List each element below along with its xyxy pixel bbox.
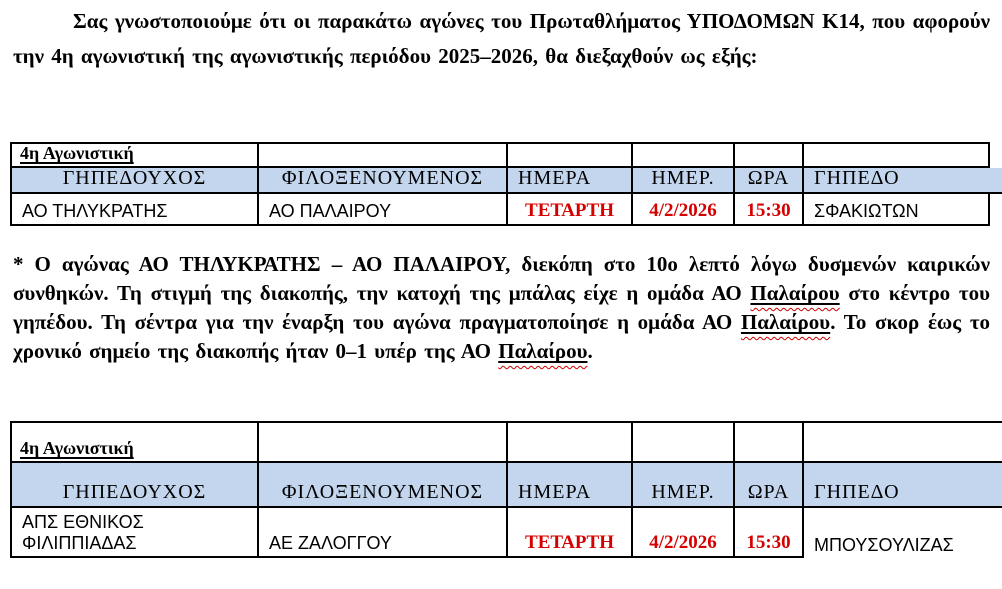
header-venue-cell [804,463,1002,508]
empty-cell [735,421,804,463]
header-day-cell [508,463,633,508]
column-header-label: ΗΜΕΡΑ [518,481,592,503]
header-date-cell [633,463,735,508]
fixtures-table-round-4-b [10,421,1002,558]
header-time-cell [735,168,804,194]
home-team-cell [12,508,259,558]
column-header-label: ΓΗΠΕΔΟ [814,481,900,503]
column-header-label: ΗΜΕΡ. [651,168,715,189]
home-team-cell-value: ΑΠΣ ΕΘΝΙΚΟΣ ΦΙΛΙΠΠΙΑΔΑΣ [22,512,144,553]
date-cell-value: 4/2/2026 [649,200,717,221]
date-cell-value: 4/2/2026 [649,532,717,553]
column-header-label: ΓΗΠΕΔΟΥΧΟΣ [62,168,207,189]
home-team-cell [12,194,259,226]
match-interruption-note [13,250,990,366]
empty-cell [508,421,633,463]
column-header-label: ΓΗΠΕΔΟΥΧΟΣ [62,481,207,503]
empty-cell [633,421,735,463]
empty-cell [804,142,990,168]
column-header-label: ΩΡΑ [747,168,790,189]
venue-cell-value: ΜΠΟΥΣΟΥΛΙΖΑΣ [814,535,954,555]
round-label-cell [12,421,259,463]
fixtures-table-round-4-a [10,142,1002,226]
home-team-cell-value: ΑΟ ΤΗΛΥΚΡΑΤΗΣ [22,201,168,221]
day-cell-value: ΤΕΤΑΡΤΗ [525,532,614,553]
empty-cell [259,421,508,463]
header-venue-cell [804,168,1002,194]
day-cell-value: ΤΕΤΑΡΤΗ [525,200,614,221]
header-away-cell [259,463,508,508]
round-label: 4η Αγωνιστική [20,438,134,458]
column-header-label: ΗΜΕΡ. [651,481,715,503]
underlined-team-name [498,339,587,363]
empty-cell [508,142,633,168]
intro-paragraph: Σας γνωστοποιούμε ότι οι παρακάτω αγώνες του Πρωταθλήματος ΥΠΟΔΟΜΩΝ Κ14, που αφορούν την 4η αγωνιστική της αγωνιστικής περιόδου 2025–2026, θα διεξαχθούν ως εξής: [13,9,990,68]
venue-cell [804,508,1002,558]
away-team-cell-value: ΑΕ ΖΑΛΟΓΓΟΥ [269,533,392,553]
header-day-cell [508,168,633,194]
header-home-cell [12,168,259,194]
empty-cell [735,142,804,168]
round-label-underline [20,143,134,164]
spellcheck-underline: Παλαίρου [498,339,588,363]
note-text-segment: . [587,339,593,363]
spellcheck-underline: Παλαίρου [750,281,840,305]
day-cell [508,508,633,558]
empty-cell [259,142,508,168]
column-header-label: ΦΙΛΟΞΕΝΟΥΜΕΝΟΣ [281,481,484,503]
away-team-cell [259,508,508,558]
column-header-label: ΗΜΕΡΑ [518,168,592,189]
round-label-underline [20,438,134,459]
column-header-label: ΓΗΠΕΔΟ [814,168,900,189]
spellcheck-underline: Παλαίρου [740,310,831,334]
venue-cell [804,194,990,226]
underlined-team-name [741,310,830,334]
round-label: 4η Αγωνιστική [20,143,134,163]
column-header-label: ΦΙΛΟΞΕΝΟΥΜΕΝΟΣ [281,168,484,189]
header-away-cell [259,168,508,194]
time-cell [735,508,804,558]
time-cell-value: 15:30 [746,532,791,553]
column-header-label: ΩΡΑ [747,481,790,503]
date-cell [633,194,735,226]
away-team-cell-value: ΑΟ ΠΑΛΑΙΡΟΥ [269,201,392,221]
note-text-segment: στο κέντρο του γηπέδου. Τη σέντρα για την έναρξη του αγώνα πραγματοποίησε η ομάδα ΑΟ [13,281,991,334]
date-cell [633,508,735,558]
time-cell-value: 15:30 [746,200,791,221]
time-cell [735,194,804,226]
underlined-team-name [750,281,839,305]
day-cell [508,194,633,226]
note-text-segment: * Ο αγώνας ΑΟ ΤΗΛΥΚΡΑΤΗΣ – ΑΟ ΠΑΛΑΙΡΟΥ, διεκόπη στο 10ο λεπτό λόγω δυσμενών καιρικών συνθηκών. Τη στιγμή της διακοπής, την κατοχή της μπάλας είχε η ομάδα ΑΟ [13,252,990,305]
header-date-cell [633,168,735,194]
venue-cell-value: ΣΦΑΚΙΩΤΩΝ [814,201,919,221]
away-team-cell [259,194,508,226]
round-label-cell [12,142,259,168]
empty-cell [633,142,735,168]
note-text-segment: . Το σκορ έως το χρονικό σημείο της διακοπής ήταν 0–1 υπέρ της ΑΟ [13,310,990,363]
empty-cell [804,421,1002,463]
header-time-cell [735,463,804,508]
header-home-cell [12,463,259,508]
